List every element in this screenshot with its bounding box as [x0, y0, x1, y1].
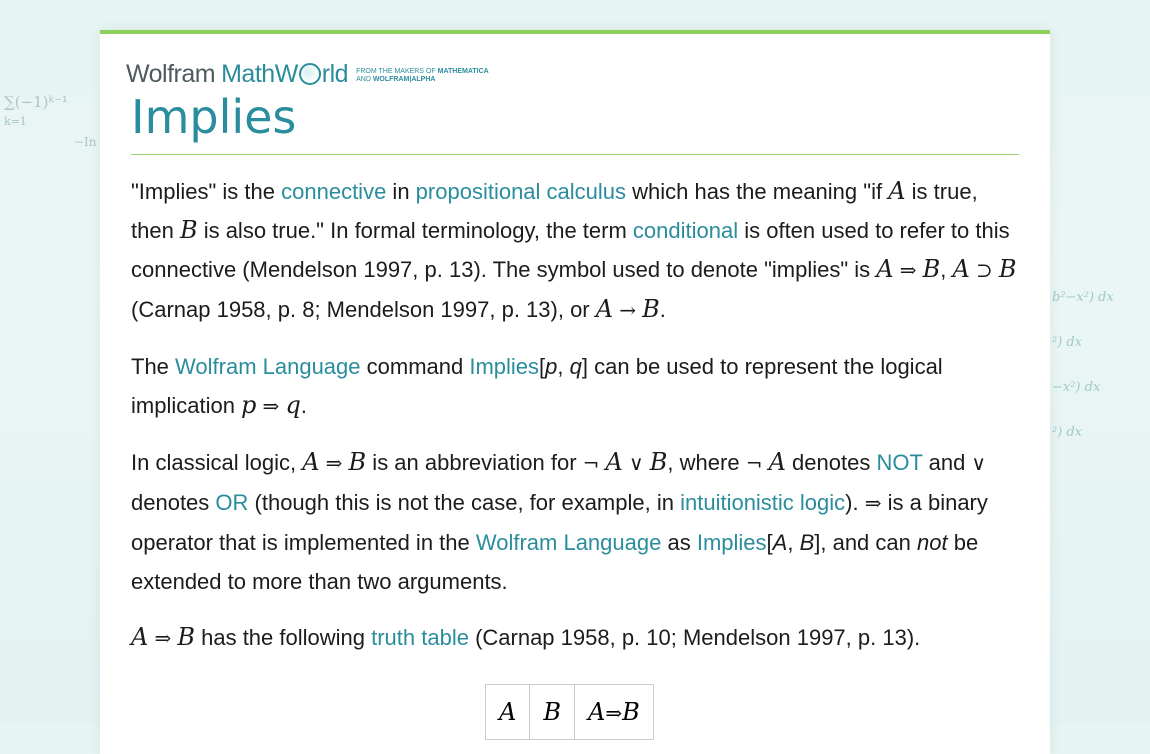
globe-icon	[299, 63, 321, 85]
truth-table-header-row	[486, 685, 654, 740]
truth-table-header-b: B	[530, 685, 575, 740]
brand-logo[interactable]	[126, 60, 489, 89]
truth-table	[485, 684, 654, 740]
brand-wolfram: Wolfram	[126, 60, 216, 88]
link-not[interactable]: NOT	[876, 450, 923, 475]
article-card	[100, 30, 1050, 754]
brand-tagline: FROM THE MAKERS OF MATHEMATICA AND WOLFRAM|ALPHA	[356, 67, 489, 83]
paragraph-truth-table-intro: A ⇒ B has the following truth table (Carnap 1958, p. 10; Mendelson 1997, p. 13).	[131, 623, 921, 651]
link-wolfram-language[interactable]: Wolfram Language	[175, 354, 361, 379]
link-conditional[interactable]: conditional	[632, 218, 739, 243]
background-formula-left: ∑(−1)ᵏ⁻¹ k=1 −In	[4, 93, 97, 149]
link-wolfram-language-2[interactable]: Wolfram Language	[475, 530, 662, 555]
link-connective[interactable]: connective	[281, 179, 387, 204]
link-or[interactable]: OR	[215, 490, 249, 515]
page-title: Implies	[131, 90, 297, 144]
link-truth-table[interactable]: truth table	[371, 625, 469, 650]
title-divider	[131, 154, 1019, 155]
brand-mathworld: MathW rld	[221, 60, 349, 88]
paragraph-wolfram-language: The Wolfram Language command Implies[p, q] can be used to represent the logical implication p ⇒ q.	[131, 354, 943, 419]
link-intuitionistic-logic[interactable]: intuitionistic logic	[680, 490, 846, 515]
truth-table-header-a: A	[486, 685, 530, 740]
article-body	[131, 172, 1021, 675]
paragraph-definition: "Implies" is the connective in propositional calculus which has the meaning "if A is true, then B is also true." In formal terminology, the term conditional is often used to refer to this connective (Mendelson 1997, p. 13). The symbol used to denote "implies" is A ⇒ B, A ⊃ B (Carnap 1958, p. 8; Mendelson 1997, p. 13), or A → B.	[131, 177, 1017, 323]
truth-table-header-implication: A⇒B	[574, 685, 653, 740]
background-formulas-right: b²−x²) dx ²) dx −x²) dx ²) dx	[1052, 290, 1114, 440]
link-propositional-calculus[interactable]: propositional calculus	[415, 179, 627, 204]
link-implies-function-2[interactable]: Implies	[696, 530, 767, 555]
link-implies-function[interactable]: Implies	[469, 354, 540, 379]
paragraph-classical-logic: In classical logic, A ⇒ B is an abbreviation for ¬ A ∨ B, where ¬ A denotes NOT and ∨ denotes OR (though this is not the case, for example, in intuitionistic logic). ⇒ is a binary operator that is implemented in the Wolfram Language as Implies[A, B], and can not be extended to more than two arguments.	[131, 448, 988, 594]
